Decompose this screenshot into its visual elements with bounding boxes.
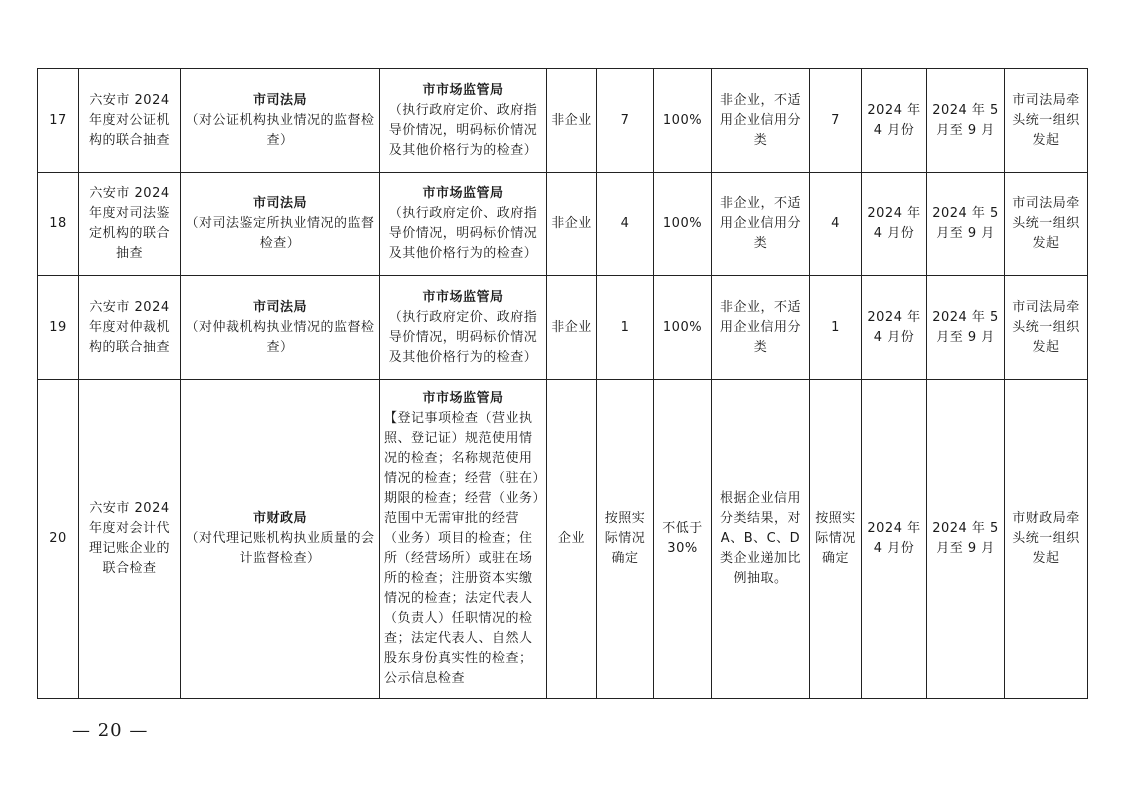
- table-row: [38, 276, 1088, 380]
- lead-department: [181, 173, 380, 276]
- credit-method: 非企业，不适用企业信用分类: [712, 173, 810, 276]
- lead-department-name: 市司法局: [252, 196, 307, 211]
- sample-count: 1: [810, 276, 862, 380]
- subject-type: 非企业: [547, 173, 597, 276]
- sampling-ratio: 100%: [654, 276, 712, 380]
- subject-count: 7: [597, 69, 654, 173]
- table-row: [38, 69, 1088, 173]
- lead-department: [181, 380, 380, 699]
- subject-type: 非企业: [547, 276, 597, 380]
- start-time: 2024 年 4 月份: [862, 69, 927, 173]
- lead-department-name: 市财政局: [252, 511, 307, 526]
- sampling-ratio: 不低于 30%: [654, 380, 712, 699]
- sampling-ratio: 100%: [654, 173, 712, 276]
- lead-department-scope: （对公证机构执业情况的监督检查）: [185, 112, 375, 148]
- sample-count: 按照实际情况确定: [810, 380, 862, 699]
- subject-count: 4: [597, 173, 654, 276]
- page-number: — 20 —: [72, 720, 149, 741]
- coop-department-scope: （执行政府定价、政府指导价情况，明码标价情况及其他价格行为的检查）: [388, 309, 538, 365]
- table-row: [38, 380, 1088, 699]
- table-row: [38, 173, 1088, 276]
- inspection-period: 2024 年 5 月至 9 月: [927, 69, 1005, 173]
- task-name: 六安市 2024 年度对仲裁机构的联合抽查: [79, 276, 181, 380]
- lead-department-scope: （对仲裁机构执业情况的监督检查）: [185, 319, 375, 355]
- row-number: 20: [38, 380, 79, 699]
- task-name: 六安市 2024 年度对公证机构的联合抽查: [79, 69, 181, 173]
- subject-type: 非企业: [547, 69, 597, 173]
- row-number: 19: [38, 276, 79, 380]
- coop-department-name: 市市场监管局: [422, 289, 504, 305]
- subject-count: 按照实际情况确定: [597, 380, 654, 699]
- row-number: 17: [38, 69, 79, 173]
- inspection-period: 2024 年 5 月至 9 月: [927, 173, 1005, 276]
- start-time: 2024 年 4 月份: [862, 380, 927, 699]
- credit-method: 非企业，不适用企业信用分类: [712, 69, 810, 173]
- coop-department-scope: 【登记事项检查（营业执照、登记证）规范使用情况的检查；名称规范使用情况的检查；经营（驻在）期限的检查；经营（业务）范围中无需审批的经营（业务）项目的检查；住所（经营场所）或驻在场所的检查；注册资本实缴情况的检查；法定代表人（负责人）任职情况的检查；法定代表人、自然人股东身份真实性的检查；公示信息检查: [384, 411, 540, 686]
- coop-department-scope: （执行政府定价、政府指导价情况，明码标价情况及其他价格行为的检查）: [388, 102, 538, 158]
- lead-department-name: 市司法局: [252, 92, 307, 108]
- inspection-period: 2024 年 5 月至 9 月: [927, 380, 1005, 699]
- subject-count: 1: [597, 276, 654, 380]
- lead-department: [181, 276, 380, 380]
- task-name: 六安市 2024 年度对会计代理记账企业的联合检查: [79, 380, 181, 699]
- sampling-ratio: 100%: [654, 69, 712, 173]
- subject-type: 企业: [547, 380, 597, 699]
- lead-department-name: 市司法局: [252, 299, 307, 315]
- inspection-plan-table: [37, 68, 1088, 699]
- coop-department-scope: （执行政府定价、政府指导价情况，明码标价情况及其他价格行为的检查）: [388, 206, 538, 261]
- sample-count: 7: [810, 69, 862, 173]
- lead-department-scope: （对司法鉴定所执业情况的监督检查）: [185, 216, 375, 251]
- lead-department-scope: （对代理记账机构执业质量的会计监督检查）: [185, 531, 375, 566]
- coop-department-name: 市市场监管局: [422, 82, 504, 98]
- cooperating-department: [380, 380, 547, 699]
- remark: 市司法局牵头统一组织发起: [1005, 173, 1088, 276]
- task-name: 六安市 2024 年度对司法鉴定机构的联合抽查: [79, 173, 181, 276]
- inspection-period: 2024 年 5 月至 9 月: [927, 276, 1005, 380]
- cooperating-department: [380, 173, 547, 276]
- start-time: 2024 年 4 月份: [862, 276, 927, 380]
- row-number: 18: [38, 173, 79, 276]
- lead-department: [181, 69, 380, 173]
- coop-department-name: 市市场监管局: [422, 186, 504, 201]
- remark: 市司法局牵头统一组织发起: [1005, 276, 1088, 380]
- remark: 市司法局牵头统一组织发起: [1005, 69, 1088, 173]
- credit-method: 非企业，不适用企业信用分类: [712, 276, 810, 380]
- remark: 市财政局牵头统一组织发起: [1005, 380, 1088, 699]
- cooperating-department: [380, 276, 547, 380]
- start-time: 2024 年 4 月份: [862, 173, 927, 276]
- sample-count: 4: [810, 173, 862, 276]
- cooperating-department: [380, 69, 547, 173]
- credit-method: 根据企业信用分类结果，对 A、B、C、D 类企业递加比例抽取。: [712, 380, 810, 699]
- coop-department-name: 市市场监管局: [422, 391, 504, 406]
